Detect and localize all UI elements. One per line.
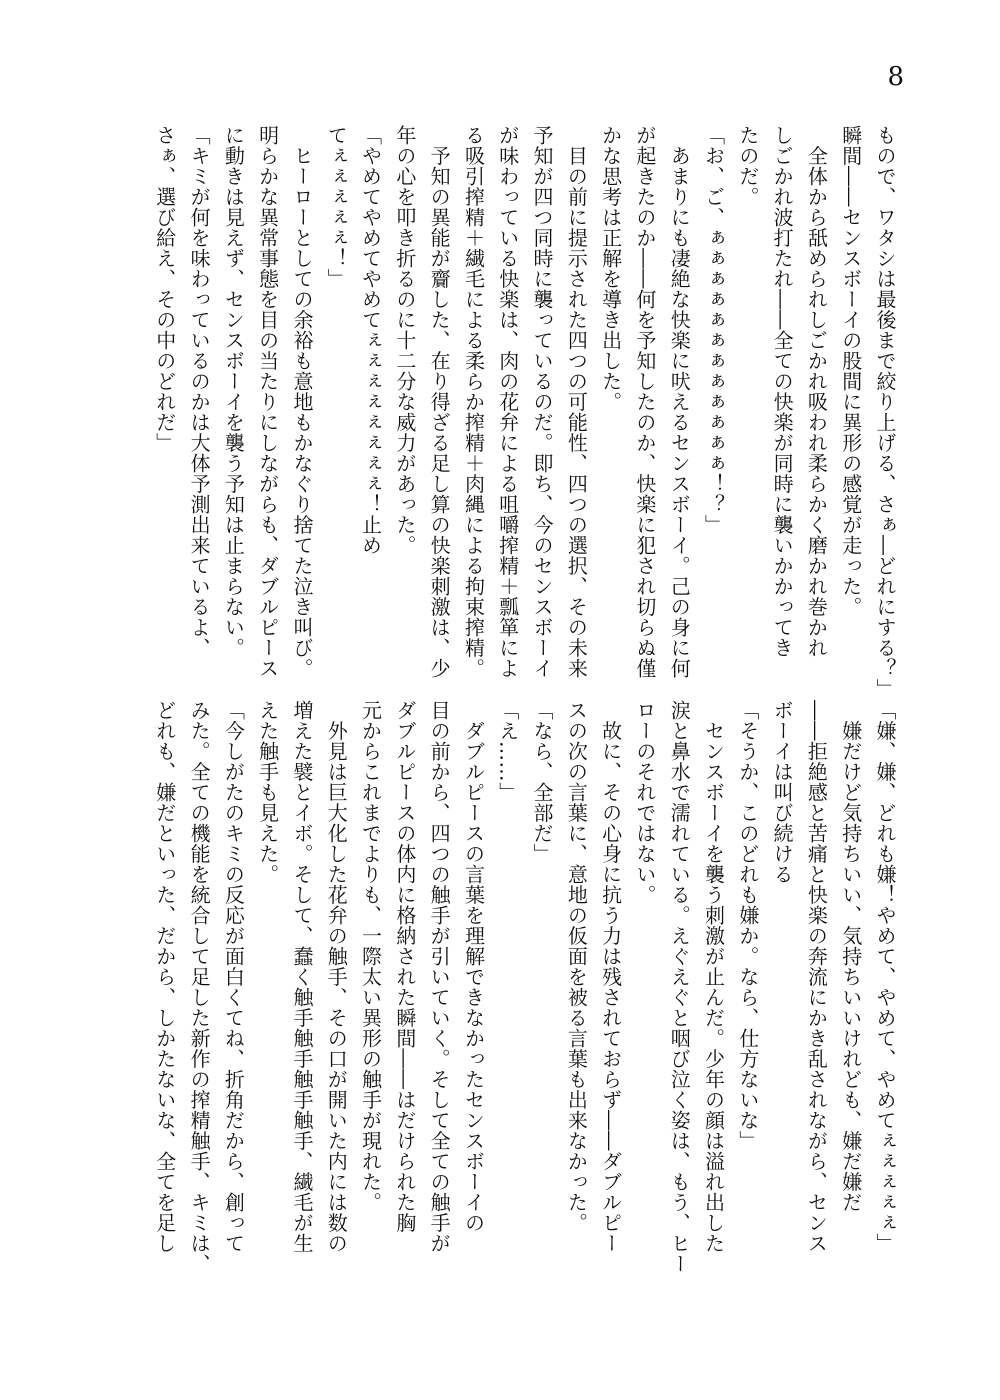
text-line: さぁ、選び給え、その中のどれだ」 bbox=[152, 125, 177, 453]
text-line: が起きたのか――何を予知したのか、快楽に犯され切らぬ僅 bbox=[632, 125, 657, 679]
text-line: ボーイは叫び続ける bbox=[770, 700, 795, 885]
text-line: あまりにも凄絶な快楽に吠えるセンスボーイ。己の身に何 bbox=[667, 125, 692, 679]
text-line: 「嫌、嫌、どれも嫌！やめて、やめて、やめてぇぇぇぇぇ」 bbox=[873, 700, 897, 1254]
text-line: 増えた襞とイボ。そして、蠢く触手触手触手触手、繊毛が生 bbox=[289, 700, 314, 1254]
text-line: 年の心を叩き折るのに十二分な威力があった。 bbox=[392, 125, 417, 556]
text-line: 嫌だけど気持ちいい、気持ちいいけれども、嫌だ嫌だ bbox=[838, 700, 863, 1213]
text-line: スの次の言葉に、意地の仮面を被る言葉も出来なかった。 bbox=[564, 700, 589, 1233]
text-line: もので、ワタシは最後まで絞り上げる、さぁ―どれにする？」 bbox=[873, 125, 897, 699]
text-line: 「今しがたのキミの反応が面白くてね、折角だから、創って bbox=[221, 700, 246, 1254]
text-line: ――拒絶感と苦痛と快楽の奔流にかき乱されながら、センス bbox=[804, 700, 829, 1254]
text-line: たのだ。 bbox=[735, 125, 760, 207]
text-line: 「お、ご、ぁぁぁぁぁぁぁぁぁぁぁぁ！？」 bbox=[701, 125, 726, 535]
text-line: しごかれ波打たれ――全ての快楽が同時に襲いかかってき bbox=[770, 125, 795, 658]
text-line: 「なら、全部だ」 bbox=[530, 700, 555, 864]
text-line: 瞬間――センスボーイの股間に異形の感覚が走った。 bbox=[838, 125, 863, 617]
text-line: 目の前から、四つの触手が引いていく。そして全ての触手が bbox=[427, 700, 452, 1254]
text-block-top bbox=[132, 125, 902, 699]
text-line: 予知が四つ同時に襲っているのだ。即ち、今のセンスボーイ bbox=[530, 125, 555, 679]
text-line: どれも、嫌だといった、だから、しかたないな、全てを足し bbox=[152, 700, 177, 1254]
text-line: 予知の異能が齎した、在り得ざる足し算の快楽刺激は、少 bbox=[427, 125, 452, 679]
text-line: 「そうか、このどれも嫌か。なら、仕方ないな」 bbox=[735, 700, 760, 1151]
text-line: ローのそれではない。 bbox=[632, 700, 657, 905]
text-line: る吸引搾精＋繊毛による柔らか搾精＋肉縄による拘束搾精。 bbox=[461, 125, 486, 679]
text-line: 元からこれまでよりも、一際太い異形の触手が現れた。 bbox=[358, 700, 383, 1213]
page-number: 8 bbox=[887, 62, 904, 92]
text-line: 明らかな異常事態を目の当たりにしながらも、ダブルピース bbox=[255, 125, 280, 679]
text-line: に動きは見えず、センスボーイを襲う予知は止まらない。 bbox=[221, 125, 246, 658]
text-line: 「え……」 bbox=[495, 700, 520, 803]
text-line: 「やめてやめてやめてぇぇぇぇぇぇぇぇ！止め bbox=[358, 125, 383, 556]
text-line: 故に、その心身に抗う力は残されておらず――ダブルピー bbox=[598, 700, 623, 1254]
text-line: が味わっている快楽は、肉の花弁による咀嚼搾精＋瓢箪によ bbox=[495, 125, 520, 679]
text-line: えた触手も見えた。 bbox=[255, 700, 280, 885]
text-line: 全体から舐められしごかれ吸われ柔らかく磨かれ巻かれ bbox=[804, 125, 829, 658]
text-line: センスボーイを襲う刺激が止んだ。少年の顔は溢れ出した bbox=[701, 700, 726, 1254]
text-line: 涙と鼻水で濡れている。えぐえぐと咽び泣く姿は、もう、ヒー bbox=[667, 700, 692, 1274]
text-line: 目の前に提示された四つの可能性、四つの選択、その未来 bbox=[564, 125, 589, 679]
text-line: ダブルピースの体内に格納された瞬間――はだけられた胸 bbox=[392, 700, 417, 1233]
text-block-bottom bbox=[132, 700, 902, 1290]
text-line: 「キミが何を味わっているのかは大体予測出来ているよ、 bbox=[187, 125, 212, 658]
text-line: てぇぇぇぇぇ！」 bbox=[324, 125, 349, 289]
text-line: 外見は巨大化した花弁の触手、その口が開いた内には数の bbox=[324, 700, 349, 1254]
text-line: かな思考は正解を導き出した。 bbox=[598, 125, 623, 412]
text-line: ダブルピースの言葉を理解できなかったセンスボーイの bbox=[461, 700, 486, 1233]
text-line: ヒーローとしての余裕も意地もかなぐり捨てた泣き叫び。 bbox=[289, 125, 314, 679]
text-line: みた。全ての機能を統合して足した新作の搾精触手、キミは、 bbox=[187, 700, 212, 1274]
